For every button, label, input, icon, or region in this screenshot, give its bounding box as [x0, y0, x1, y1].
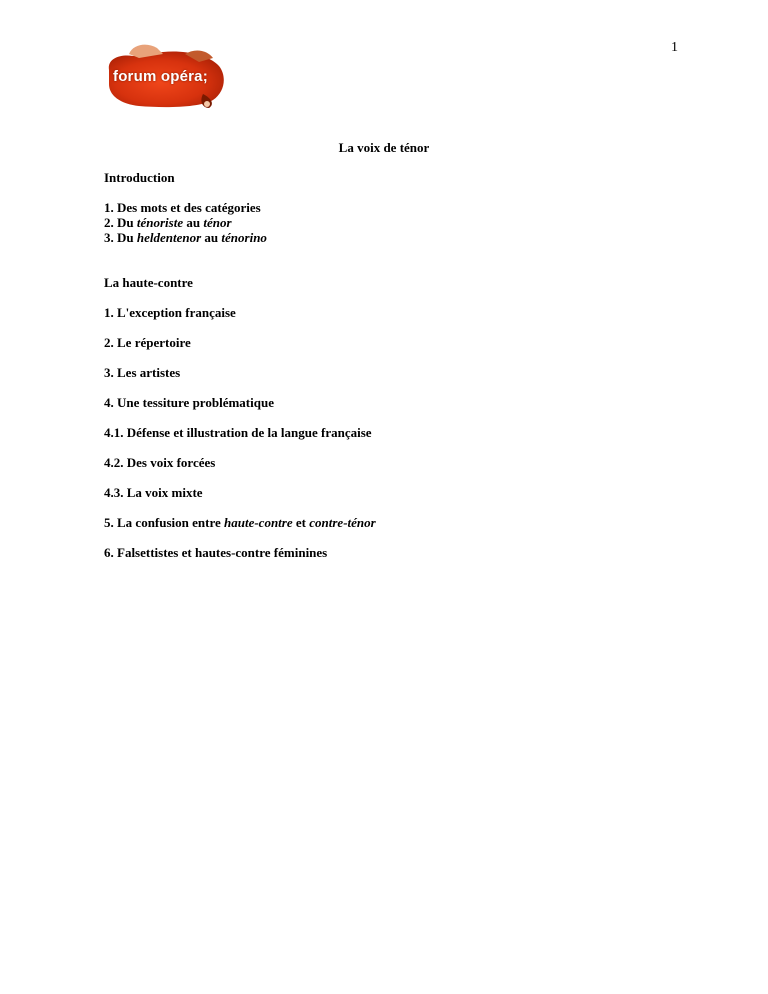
- haute-contre-item-text: 4.2. Des voix forcées: [104, 455, 216, 470]
- forum-opera-logo: [103, 40, 228, 110]
- haute-contre-item: [104, 335, 376, 350]
- haute-contre-item: [104, 485, 376, 500]
- intro-item-italic: ténoriste: [136, 215, 184, 230]
- intro-item-text: au: [183, 215, 204, 230]
- haute-contre-item: [104, 395, 376, 410]
- section-heading-haute-contre: La haute-contre: [104, 275, 193, 290]
- haute-contre-item-text: 4.3. La voix mixte: [104, 485, 203, 500]
- intro-item-italic: ténor: [203, 215, 232, 230]
- intro-item-text: au: [201, 230, 222, 245]
- haute-contre-item-text: 5. La confusion entre: [104, 515, 225, 530]
- haute-contre-item: [104, 515, 376, 530]
- page-number: 1: [671, 40, 678, 55]
- haute-contre-item-text: 6. Falsettistes et hautes-contre féminines: [104, 545, 328, 560]
- intro-item-italic: heldentenor: [136, 230, 202, 245]
- haute-contre-item-text: 4.1. Défense et illustration de la langue française: [104, 425, 372, 440]
- intro-item-text: 2. Du: [104, 215, 137, 230]
- intro-item: [104, 215, 376, 230]
- haute-contre-item: [104, 455, 376, 470]
- section-heading-introduction: Introduction: [104, 170, 175, 185]
- intro-item-text: 3. Du: [104, 230, 137, 245]
- haute-contre-item-text: 2. Le répertoire: [104, 335, 191, 350]
- logo-text: forum opéra;: [113, 68, 208, 85]
- intro-item-text: 1. Des mots et des catégories: [104, 200, 261, 215]
- haute-contre-item-italic: haute-contre: [224, 515, 293, 530]
- haute-contre-item-italic: contre-ténor: [309, 515, 376, 530]
- haute-contre-item-text: 4. Une tessiture problématique: [104, 395, 274, 410]
- intro-item: [104, 200, 376, 215]
- haute-contre-item: [104, 305, 376, 320]
- intro-item: [104, 230, 376, 245]
- haute-contre-item: [104, 425, 376, 440]
- intro-item-italic: ténorino: [221, 230, 267, 245]
- document-body: [104, 170, 376, 560]
- haute-contre-item: [104, 545, 376, 560]
- haute-contre-item-text: et: [292, 515, 310, 530]
- haute-contre-item: [104, 365, 376, 380]
- haute-contre-item-text: 1. L'exception française: [104, 305, 236, 320]
- haute-contre-item-text: 3. Les artistes: [104, 365, 181, 380]
- document-title: La voix de ténor: [338, 140, 430, 155]
